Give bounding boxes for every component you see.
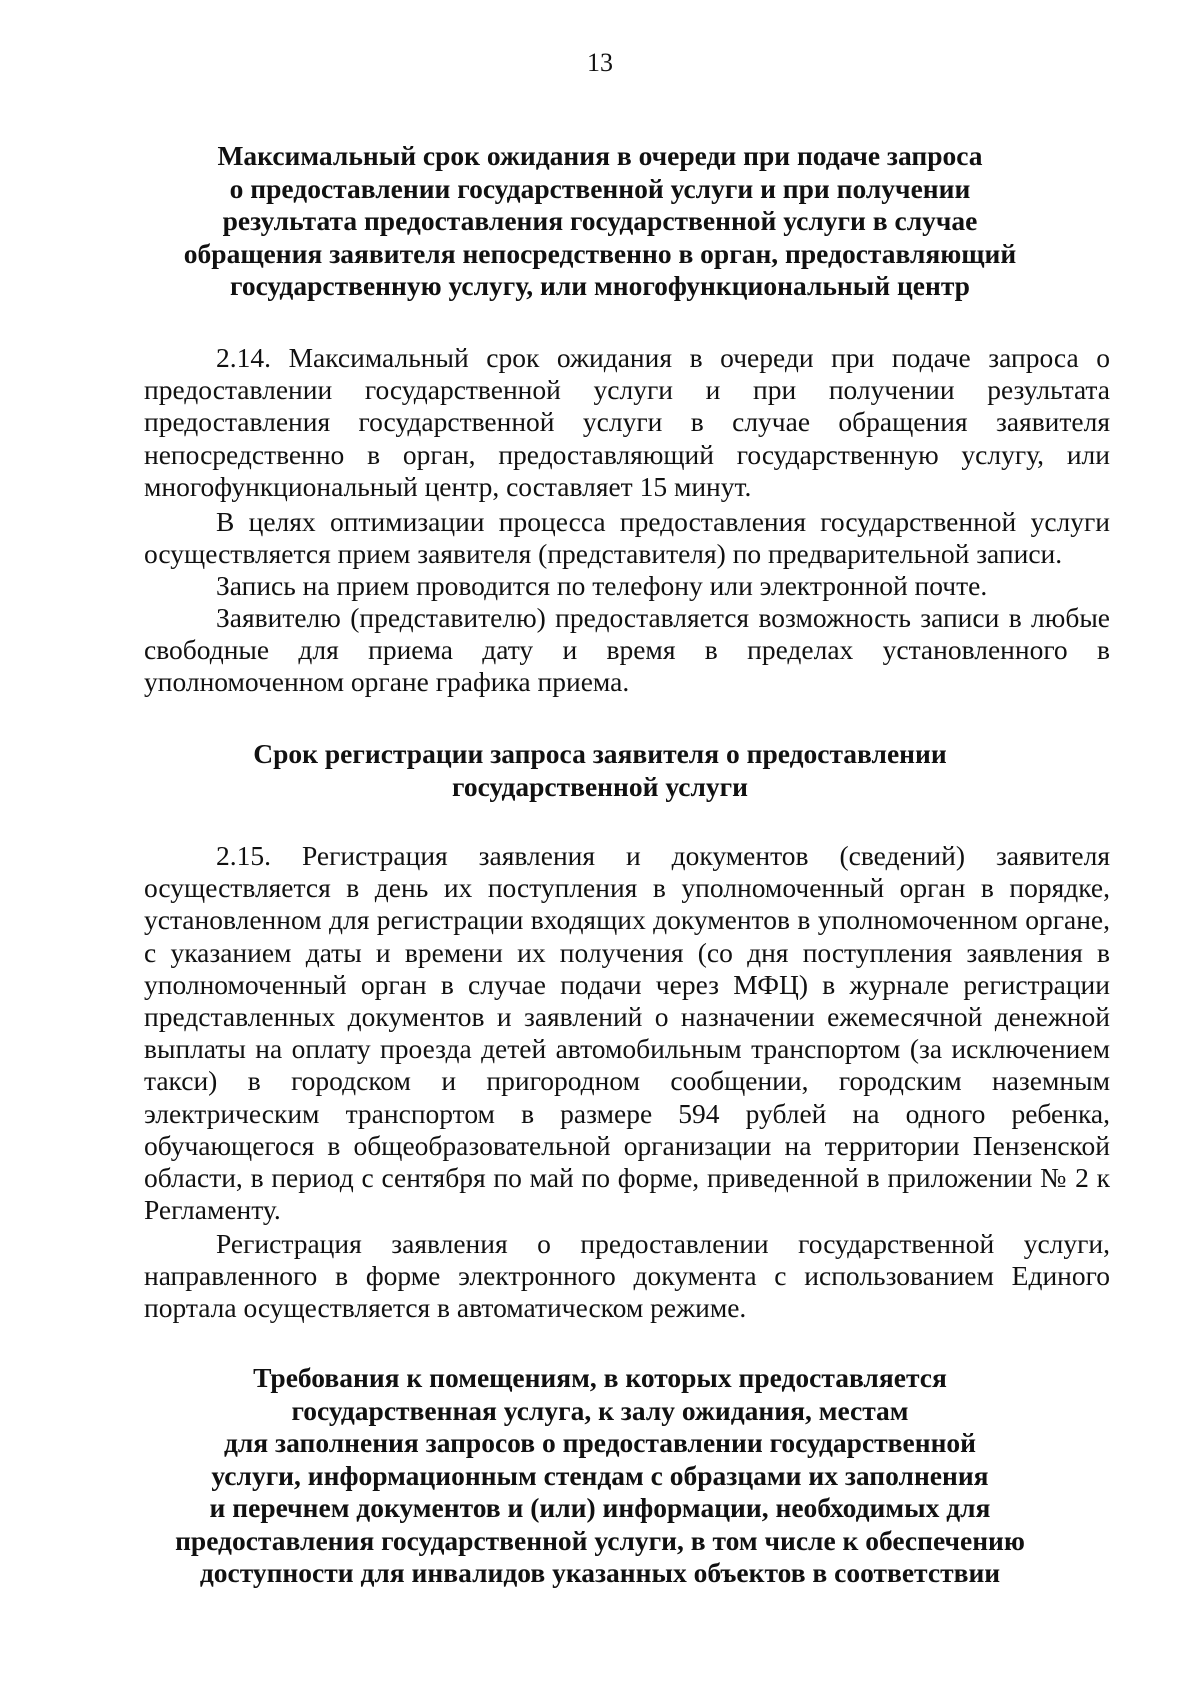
heading-line: государственной услуги: [452, 770, 748, 802]
section-heading-registration-term: [150, 738, 1050, 803]
heading-line: Срок регистрации запроса заявителя о предоставлении: [253, 738, 947, 769]
heading-line: услуги, информационным стендам с образцами их заполнения: [211, 1459, 989, 1491]
heading-line: и перечнем документов и (или) информации, необходимых для: [209, 1492, 991, 1523]
page-number: 13: [587, 48, 613, 77]
paragraph-2-14: 2.14. Максимальный срок ожидания в очереди при подаче запроса о предоставлении государственной услуги и при получении результата предоставления государственной услуги в случае обращения заявителя непосредственно в орган, предоставляющий государственную услугу, или многофункциональный центр, составляет 15 минут.: [144, 342, 1110, 502]
paragraph: Запись на прием проводится по телефону или электронной почте.: [216, 570, 988, 601]
paragraph: Заявителю (представителю) предоставляется возможность записи в любые свободные для приема дату и время в пределах установленного в уполномоченном органе графика приема.: [144, 602, 1110, 698]
heading-line: доступности для инвалидов указанных объектов в соответствии: [199, 1557, 1001, 1588]
section-heading-premises-requirements: [150, 1362, 1050, 1590]
paragraph-2-15: 2.15. Регистрация заявления и документов (сведений) заявителя осуществляется в день их поступления в уполномоченный орган в порядке, установленном для регистрации входящих документов в уполномоченном органе, с указанием даты и времени их получения (со дня поступления заявления в уполномоченный орган в случае подачи через МФЦ) в журнале регистрации представленных документов и заявлений о назначении ежемесячной денежной выплаты на оплату проезда детей автомобильным транспортом (за исключением такси) в городском и пригородном сообщении, городским наземным электрическим транспортом в размере 594 рублей на одного ребенка, обучающегося в общеобразовательной организации на территории Пензенской области, в период с сентября по май по форме, приведенной в приложении № 2 к Регламенту.: [144, 840, 1110, 1226]
paragraph: Регистрация заявления о предоставлении государственной услуги, направленного в форме электронного документа с использованием Единого портала осуществляется в автоматическом режиме.: [144, 1228, 1110, 1324]
heading-line: Требования к помещениям, в которых предоставляется: [253, 1362, 947, 1393]
heading-line: для заполнения запросов о предоставлении государственной: [223, 1427, 977, 1458]
heading-line: обращения заявителя непосредственно в орган, предоставляющий: [183, 237, 1017, 269]
heading-line: государственную услугу, или многофункциональный центр: [230, 270, 970, 301]
heading-line: результата предоставления государственной услуги в случае: [222, 205, 978, 236]
paragraph: В целях оптимизации процесса предоставления государственной услуги осуществляется прием заявителя (представителя) по предварительной записи.: [144, 506, 1110, 570]
heading-line: о предоставлении государственной услуги и при получении: [229, 172, 971, 204]
section-heading-queue-time: [150, 140, 1050, 303]
heading-line: предоставления государственной услуги, в том числе к обеспечению: [175, 1524, 1025, 1556]
heading-line: Максимальный срок ожидания в очереди при подаче запроса: [217, 140, 983, 171]
heading-line: государственная услуга, к залу ожидания, местам: [291, 1394, 909, 1426]
